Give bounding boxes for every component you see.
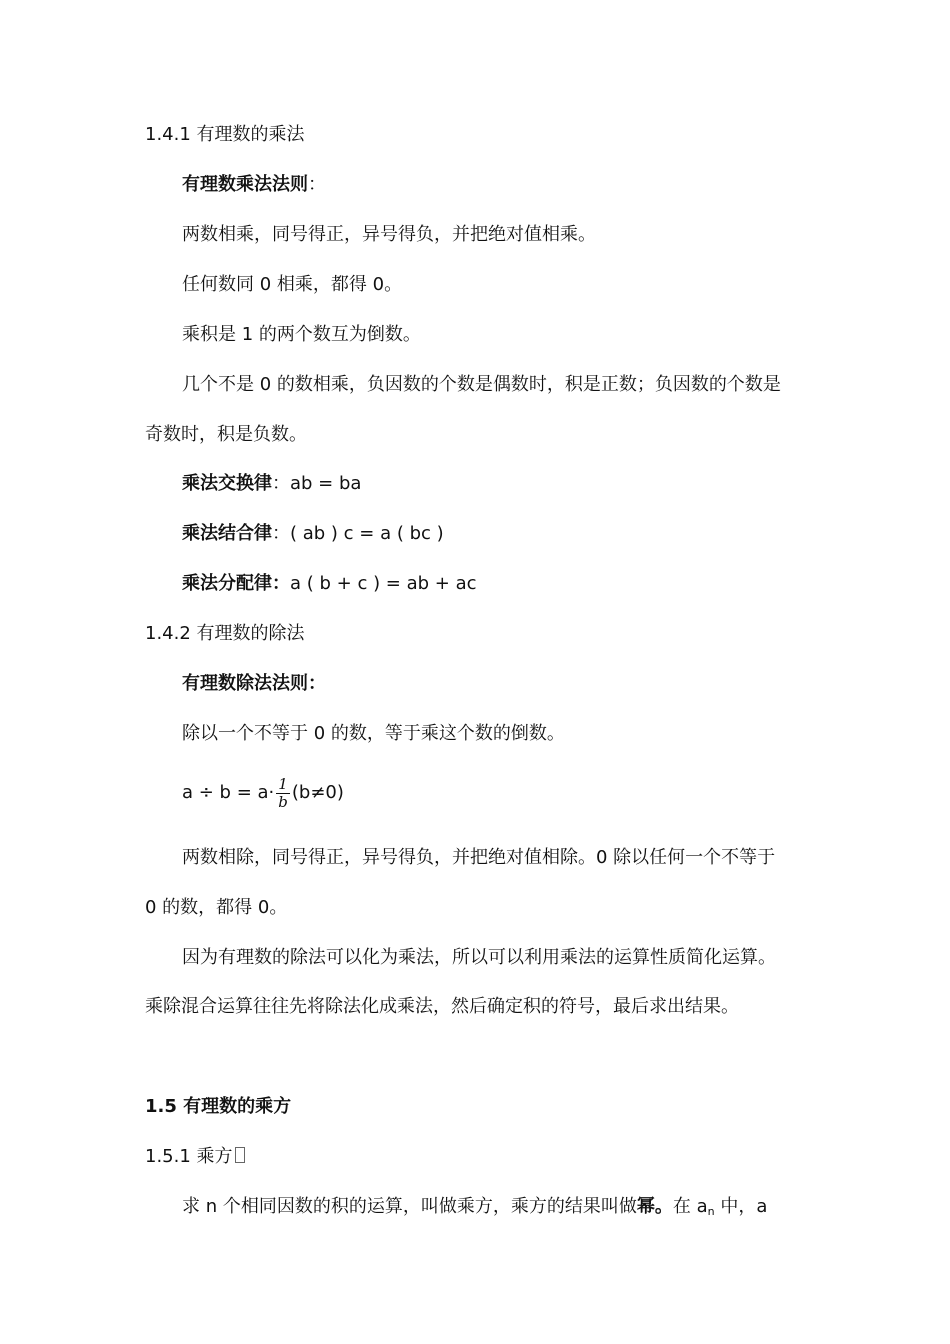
section-heading-1-5-1-text: 1.5.1 乘方 [145, 1146, 233, 1167]
law-distributive-formula: a ( b + c ) = ab + ac [290, 573, 477, 594]
section-heading-1-4-2: 1.4.2 有理数的除法 [145, 623, 305, 644]
formula-condition: (b≠0) [291, 782, 344, 803]
paragraph-zero-rule: 任何数同 0 相乘，都得 0。 [182, 274, 403, 295]
section-heading-1-5-1 [145, 1144, 245, 1170]
law-associative-formula: ：( ab ) c = a ( bc ) [272, 523, 444, 544]
law-distributive [182, 571, 477, 597]
fraction-one-over-b [276, 776, 290, 811]
rule-heading-text: 有理数乘法法则 [182, 174, 308, 195]
paragraph-division-rule: 除以一个不等于 0 的数，等于乘这个数的倒数。 [182, 723, 565, 744]
paragraph-division-sign-line1: 两数相除，同号得正，异号得负，并把绝对值相除。0 除以任何一个不等于 [182, 847, 776, 868]
paragraph-sign-rule: 两数相乘，同号得正，异号得负，并把绝对值相乘。 [182, 224, 596, 245]
rule-heading-division: 有理数除法法则： [182, 673, 326, 694]
fraction-numerator: 1 [276, 776, 290, 794]
law-commutative [182, 471, 361, 497]
power-base-text: 在 a [672, 1196, 708, 1217]
power-subscript: n [707, 1205, 715, 1218]
law-associative-label: 乘法结合律 [182, 523, 272, 544]
paragraph-division-sign-line2: 0 的数，都得 0。 [145, 897, 288, 918]
section-heading-1-5: 1.5 有理数的乘方 [145, 1096, 292, 1117]
paragraph-negative-factors-line2: 奇数时，积是负数。 [145, 424, 307, 445]
rule-heading-multiplication [182, 172, 326, 198]
paragraph-power-definition [182, 1194, 767, 1225]
paragraph-reciprocal: 乘积是 1 的两个数互为倒数。 [182, 324, 421, 345]
paragraph-simplify-line2: 乘除混合运算往往先将除法化成乘法，然后确定积的符号，最后求出结果。 [145, 996, 739, 1017]
power-def-text: 求 n 个相同因数的积的运算，叫做乘方，乘方的结果叫做 [182, 1196, 637, 1217]
law-associative [182, 521, 444, 547]
fraction-denominator: b [278, 792, 288, 811]
paragraph-simplify-line1: 因为有理数的除法可以化为乘法，所以可以利用乘法的运算性质简化运算。 [182, 947, 776, 968]
formula-left: a ÷ b = a· [182, 782, 275, 803]
division-formula [182, 772, 344, 814]
section-heading-1-4-1: 1.4.1 有理数的乘法 [145, 124, 305, 145]
power-term: 幂。 [636, 1196, 673, 1217]
law-distributive-label: 乘法分配律： [182, 573, 290, 594]
rule-heading-colon: ： [308, 174, 326, 195]
paragraph-negative-factors-line1: 几个不是 0 的数相乘，负因数的个数是偶数时，积是正数；负因数的个数是 [182, 374, 781, 395]
missing-glyph-box-icon [235, 1147, 245, 1163]
law-commutative-formula: ：ab = ba [272, 473, 362, 494]
power-def-tail: 中，a [714, 1196, 768, 1217]
law-commutative-label: 乘法交换律 [182, 473, 272, 494]
